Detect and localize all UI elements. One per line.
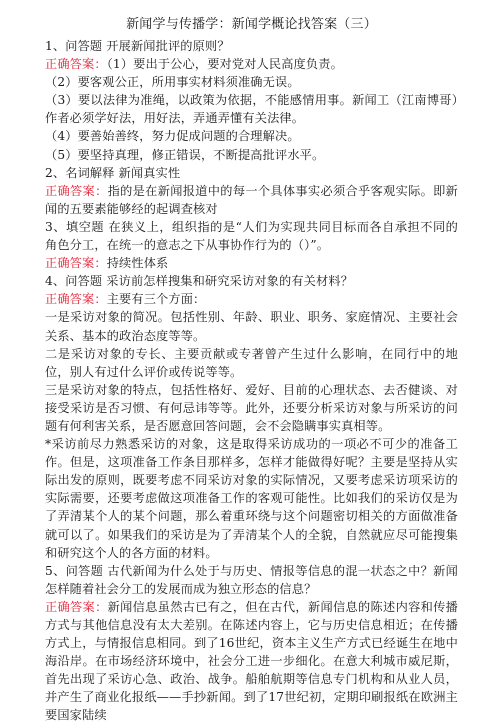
answer-3-text: 持续性体系 xyxy=(106,256,169,271)
answer-2-text: 指的是在新闻报道中的每一个具体事实必须合乎客观实际。即新闻的五要素能够经的起调查核对 xyxy=(45,183,459,216)
answer-1-point-2: （2）要客观公正，所用事实材料须准确无误。 xyxy=(45,75,300,90)
answer-4-paragraph-2: 二是采访对象的专长、主要贡献或专著曾产生过什么影响，在同行中的地位，别人有过什么评价或传说等等。 xyxy=(45,346,458,379)
question-5: 5、问答题 古代新闻为什么处于与历史、情报等信息的混一状态之中？新闻怎样随着社会分工的发展而成为独立形态的信息？ xyxy=(45,563,458,596)
answer-label: 正确答案： xyxy=(45,256,107,271)
answer-1-point-5: （5）要坚持真理，修正错误，不断提高批评水平。 xyxy=(45,147,325,162)
question-2: 2、名词解释 新闻真实性 xyxy=(45,165,181,180)
answer-1-point-3: （3）要以法律为准绳，以政策为依据，不能感情用事。新闻工（江南博哥）作者必须学好法，用好法，弄通弄懂有关法律。 xyxy=(45,93,458,126)
document-title: 新闻学与传播学：新闻学概论找答案（三） xyxy=(126,17,377,32)
question-3: 3、填空题 在狭义上，组织指的是“人们为实现共同目标而各自承担不同的角色分工，在统一的意志之下从事协作行为的（）”。 xyxy=(45,219,458,253)
answer-5-text: 新闻信息虽然古已有之，但在古代，新闻信息的陈述内容和传播方式与其他信息没有太大差别。在陈述内容上，它与历史信息相近；在传播方式上，与情报信息相同。到了16世纪，资本主义生产方式已经诞生在地中海沿岸。在市场经济环境中，社会分工进一步细化。在意大利城市威尼斯，首先出现了采访心急、政治、战争。船舶航期等信息专门机构和从业人员，并产生了商业化报纸——手抄新闻。到了17世纪初，定期印刷报纸在欧洲主要国家陆续 xyxy=(45,599,459,723)
answer-label: 正确答案： xyxy=(45,183,108,198)
answer-4-paragraph-3: 三是采访对象的特点，包括性格好、爱好、目前的心理状态、去否健谈、对接受采访是否习惯、有何忌讳等等。此外，还要分析采访对象与所采访的问题有何利害关系，是否愿意回答问题，会不会隐瞒事实真相等。 xyxy=(45,382,458,433)
answer-1-text: （1）要出于公心，要对党对人民高度负责。 xyxy=(106,57,343,72)
question-4: 4、问答题 采访前怎样搜集和研究采访对象的有关材料？ xyxy=(45,274,354,289)
answer-label: 正确答案： xyxy=(45,57,107,72)
answer-3 xyxy=(45,254,458,272)
answer-label: 正确答案： xyxy=(45,292,107,307)
answer-5 xyxy=(45,598,458,725)
question-1: 1、问答题 开展新闻批评的原则？ xyxy=(45,39,230,53)
answer-2 xyxy=(45,182,458,218)
answer-4-paragraph-4: *采访前尽力熟悉采访的对象，这是取得采访成功的一项必不可少的准备工作。但是，这项准备工作条目那样多，怎样才能做得好呢？主要是坚持从实际出发的原则，既要考虑不同采访对象的实际情况，又要考虑采访项采访的实际需要，还要考虑做这项准备工作的客观可能性。比如我们的采访仅是为了弄清某个人的某个问题，那么着重环绕与这个问题密切相关的方面做准备就可以了。如果我们的采访是为了弄清某个人的全貌，自然就应尽可能搜集和研究这个人的各方面的材料。 xyxy=(45,437,458,560)
answer-4-text: 主要有三个方面： xyxy=(106,292,206,307)
answer-4-paragraph-1: 一是采访对象的简况。包括性别、年龄、职业、职务、家庭情况、主要社会关系、基本的政治态度等等。 xyxy=(45,310,458,343)
answer-1-point-4: （4）要善始善终，努力促成问题的合理解决。 xyxy=(45,129,300,144)
answer-4-first xyxy=(45,290,458,308)
answer-1-first xyxy=(45,55,458,73)
answer-label: 正确答案： xyxy=(45,599,108,614)
